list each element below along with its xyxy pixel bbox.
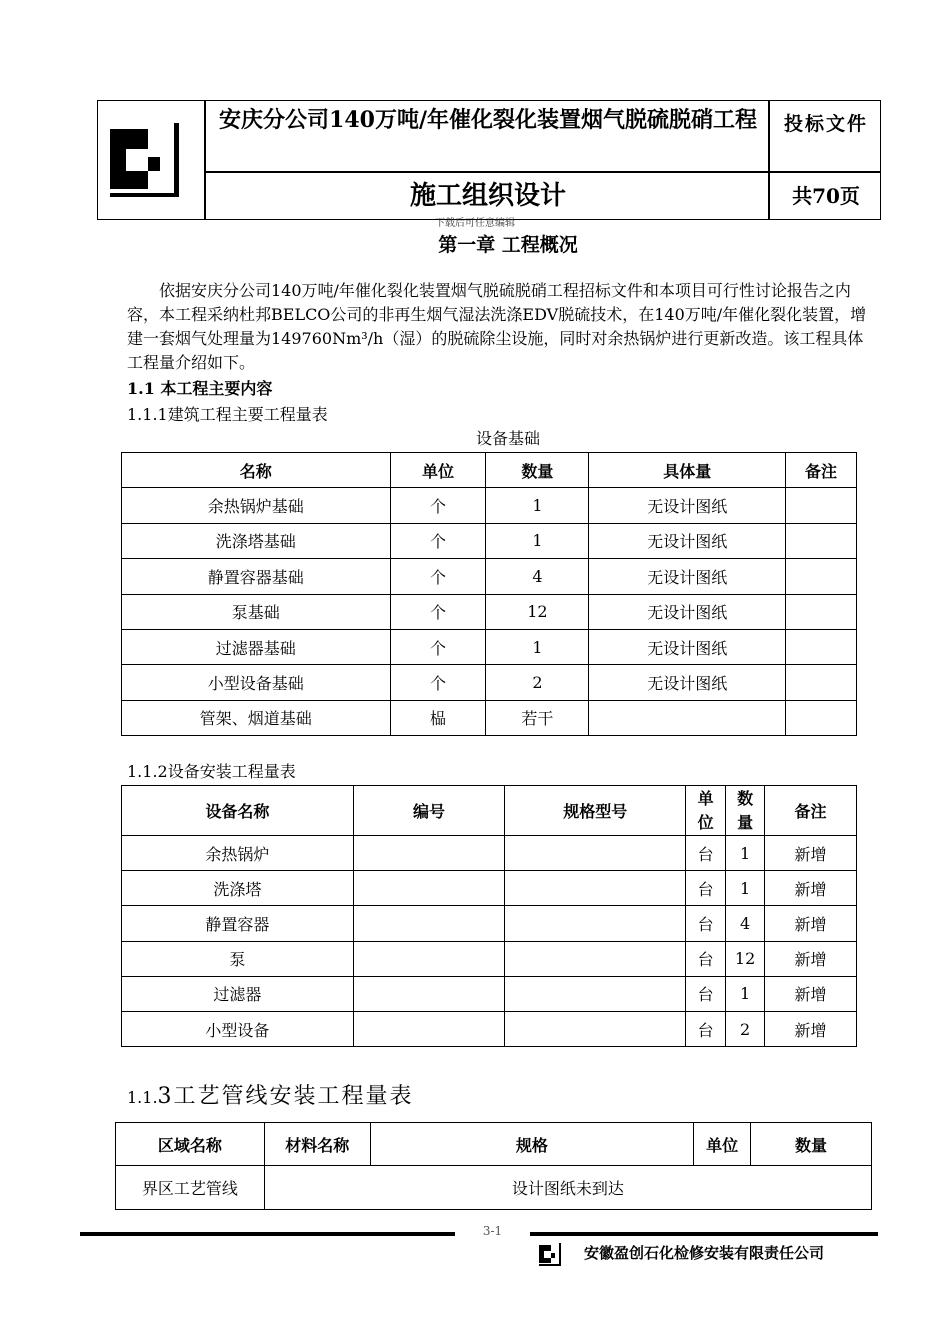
table-header: 名称 [122, 453, 391, 488]
table-row [122, 629, 857, 664]
table-cell: 余热锅炉 [122, 836, 354, 871]
table-cell: 1 [726, 871, 765, 906]
intro-text: 依据安庆分公司140万吨/年催化裂化装置烟气脱硫脱硝工程招标文件和本项目可行性讨论报告之内容，本工程采纳杜邦BELCO公司的非再生烟气湿法洗涤EDV脱硫技术，在140万吨/年催化裂化装置，增建一套烟气处理量为149760Nm³/h（湿）的脱硫除尘设施，同时对余热锅炉进行更新改造。该工程具体工程量介绍如下。 [127, 281, 867, 372]
table-row [122, 523, 857, 558]
table-cell [589, 700, 786, 735]
table-cell: 管架、烟道基础 [122, 700, 391, 735]
table-cell: 无设计图纸 [589, 559, 786, 594]
table-cell: 余热锅炉基础 [122, 488, 391, 523]
table-cell: 1 [726, 836, 765, 871]
table-cell: 台 [686, 941, 726, 976]
footer-rule-left [80, 1232, 455, 1236]
table-cell: 小型设备基础 [122, 665, 391, 700]
table-header: 备注 [765, 786, 857, 836]
table-cell: 静置容器 [122, 906, 354, 941]
table-cell: 若干 [486, 700, 589, 735]
intro-paragraph [127, 279, 867, 375]
table-row [122, 665, 857, 700]
header-qty-line: 量 [737, 812, 754, 832]
pipeline-installation-table [115, 1122, 872, 1210]
table-row [122, 941, 857, 976]
table-cell [786, 488, 857, 523]
table-cell: 新增 [765, 836, 857, 871]
section-title: 3工艺管线安装工程量表 [157, 1084, 414, 1109]
table-cell [505, 871, 686, 906]
table-cell [353, 836, 505, 871]
table-cell [353, 976, 505, 1011]
section-1-1-3-heading [127, 1080, 414, 1115]
table-row [122, 836, 857, 871]
table-cell: 1 [486, 629, 589, 664]
table-cell: 无设计图纸 [589, 488, 786, 523]
table-cell [786, 594, 857, 629]
header-box [97, 100, 881, 220]
table-cell: 1 [486, 523, 589, 558]
table-cell: 1 [486, 488, 589, 523]
section-1-1-2-heading: 1.1.2设备安装工程量表 [127, 762, 296, 781]
table-cell [786, 523, 857, 558]
table-header: 数量 [751, 1123, 872, 1166]
company-name: 安徽盈创石化检修安装有限责任公司 [584, 1244, 825, 1262]
table-cell: 小型设备 [122, 1011, 354, 1046]
table-cell: 个 [390, 559, 486, 594]
table-cell: 个 [390, 523, 486, 558]
table1-caption: 设备基础 [475, 429, 540, 448]
page-total: 共70页 [792, 184, 860, 208]
equipment-foundation-table [121, 452, 857, 736]
table-row [122, 976, 857, 1011]
table-cell: 4 [726, 906, 765, 941]
equipment-installation-table [121, 785, 857, 1047]
section-1-1-heading: 1.1 本工程主要内容 [127, 379, 273, 398]
table-cell: 12 [486, 594, 589, 629]
table-header: 数量 [486, 453, 589, 488]
table-cell: 个 [390, 594, 486, 629]
table-header: 材料名称 [264, 1123, 370, 1166]
table-header: 区域名称 [116, 1123, 265, 1166]
table-cell: 4 [486, 559, 589, 594]
table-cell: 2 [726, 1011, 765, 1046]
table-cell: 新增 [765, 976, 857, 1011]
table-cell: 无设计图纸 [589, 523, 786, 558]
table-row [122, 871, 857, 906]
table-header-qty [726, 786, 765, 836]
table-cell: 台 [686, 871, 726, 906]
table-cell: 泵基础 [122, 594, 391, 629]
table-cell: 新增 [765, 1011, 857, 1046]
table-cell [505, 906, 686, 941]
company-logo-icon [108, 121, 192, 201]
download-note: 下载后可任意编辑 [435, 218, 515, 229]
header-unit-line: 位 [697, 812, 714, 832]
table-cell: 过滤器基础 [122, 629, 391, 664]
table-cell [505, 836, 686, 871]
header-qty-line: 数 [737, 788, 754, 808]
table-header: 设备名称 [122, 786, 354, 836]
table-cell: 个 [390, 629, 486, 664]
table-cell [786, 629, 857, 664]
project-title: 安庆分公司140万吨/年催化裂化装置烟气脱硫脱硝工程 [219, 107, 757, 133]
table-header: 规格型号 [505, 786, 686, 836]
table-cell: 无设计图纸 [589, 629, 786, 664]
table-cell [505, 976, 686, 1011]
table-header: 备注 [786, 453, 857, 488]
table-cell: 台 [686, 1011, 726, 1046]
table-cell: 台 [686, 836, 726, 871]
table-cell: 2 [486, 665, 589, 700]
table-cell [505, 1011, 686, 1046]
table-header: 单位 [390, 453, 486, 488]
table-header-unit [686, 786, 726, 836]
table-header: 规格 [370, 1123, 694, 1166]
table-header: 编号 [353, 786, 505, 836]
table-cell: 12 [726, 941, 765, 976]
table-cell: 泵 [122, 941, 354, 976]
table-cell: 无设计图纸 [589, 665, 786, 700]
table-cell: 过滤器 [122, 976, 354, 1011]
table-row [122, 906, 857, 941]
table-cell [786, 665, 857, 700]
table-row [116, 1166, 872, 1210]
header-unit-line: 单 [697, 788, 714, 808]
table-row [122, 594, 857, 629]
table-cell: 榀 [390, 700, 486, 735]
bid-document-label: 投标文件 [783, 113, 868, 135]
table-header: 单位 [694, 1123, 751, 1166]
document-title: 施工组织设计 [409, 181, 566, 211]
table-cell: 新增 [765, 906, 857, 941]
table-cell [353, 871, 505, 906]
footer-rule-right [530, 1232, 878, 1236]
section-number-prefix: 1.1. [127, 1088, 158, 1107]
table-cell: 设计图纸未到达 [264, 1166, 871, 1210]
table-cell: 静置容器基础 [122, 559, 391, 594]
table-row [122, 700, 857, 735]
table-cell [353, 906, 505, 941]
chapter-title: 第一章 工程概况 [438, 234, 578, 256]
table-cell: 新增 [765, 941, 857, 976]
table-cell: 个 [390, 488, 486, 523]
table-cell: 台 [686, 906, 726, 941]
table-cell [353, 1011, 505, 1046]
table-cell: 1 [726, 976, 765, 1011]
table-cell [786, 700, 857, 735]
table-cell: 洗涤塔基础 [122, 523, 391, 558]
table-cell [353, 941, 505, 976]
table-cell: 个 [390, 665, 486, 700]
table-cell: 界区工艺管线 [116, 1166, 265, 1210]
table-cell: 台 [686, 976, 726, 1011]
footer-logo-icon [538, 1242, 564, 1268]
table-cell: 新增 [765, 871, 857, 906]
table-cell: 无设计图纸 [589, 594, 786, 629]
table-cell [505, 941, 686, 976]
table-cell: 洗涤塔 [122, 871, 354, 906]
page-number: 3-1 [482, 1224, 503, 1238]
table-header: 具体量 [589, 453, 786, 488]
table-row [122, 488, 857, 523]
table-cell [786, 559, 857, 594]
section-1-1-1-heading: 1.1.1建筑工程主要工程量表 [127, 405, 328, 424]
table-row [122, 1011, 857, 1046]
table-row [122, 559, 857, 594]
